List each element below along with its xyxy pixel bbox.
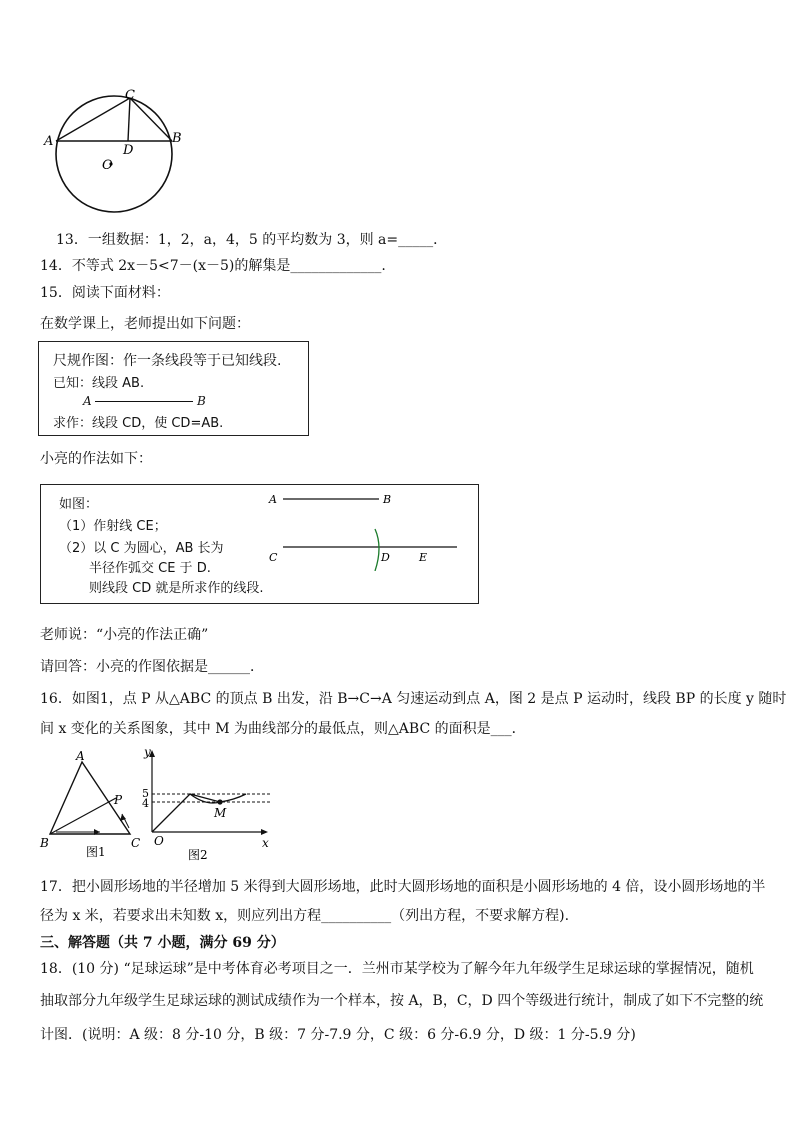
fig1-label-B: B — [40, 836, 49, 850]
fig2-caption: 图2 — [188, 848, 208, 862]
fig-label-C: C — [269, 551, 278, 564]
question-16-line-2: 间 x 变化的关系图象，其中 M 为曲线部分的最低点，则△ABC 的面积是___． — [40, 721, 526, 737]
box-known: 已知：线段 AB. — [53, 376, 145, 391]
label-B: B — [172, 131, 182, 146]
question-17-line-1: 17．把小圆形场地的半径增加 5 米得到大圆形场地，此时大圆形场地的面积是小圆形场地的 4 倍，设小圆形场地的半 — [40, 879, 766, 895]
fig2-label-5: 5 — [142, 787, 149, 800]
fig-label-E: E — [419, 551, 428, 564]
question-15-intro: 在数学课上，老师提出如下问题： — [40, 316, 250, 332]
label-A: A — [44, 134, 54, 149]
question-18-line-3: 计图．(说明：A 级：8 分-10 分，B 级：7 分-7.9 分，C 级：6 分-6.9 分，D 级：1 分-5.9 分) — [40, 1027, 636, 1043]
question-17-line-2: 径为 x 米，若要求出未知数 x，则应列出方程__________（列出方程，不要求解方程). — [40, 908, 570, 924]
label-O: O — [102, 158, 113, 173]
box-heading: 尺规作图：作一条线段等于已知线段. — [53, 353, 282, 369]
section-3-title: 三、解答题（共 7 小题，满分 69 分） — [40, 935, 285, 951]
method-line-5: 则线段 CD 就是所求作的线段. — [89, 581, 264, 596]
fig1-label-C: C — [131, 836, 141, 850]
fig1-caption: 图1 — [86, 845, 106, 859]
construction-figure — [261, 487, 476, 571]
fig2-label-x: x — [262, 836, 269, 850]
segment-ab — [95, 401, 193, 402]
method-box — [40, 484, 479, 604]
fig2-label-4: 4 — [142, 797, 149, 810]
question-13: 13．一组数据：1，2，a，4，5 的平均数为 3，则 a=_____． — [56, 232, 448, 248]
question-14: 14．不等式 2x－5<7－(x－5)的解集是_____________. — [40, 258, 386, 274]
box-ask: 求作：线段 CD，使 CD=AB. — [53, 416, 224, 431]
method-line-2: （1）作射线 CE； — [59, 519, 167, 534]
segment-label-b: B — [197, 394, 206, 408]
method-line-4: 半径作弧交 CE 于 D. — [89, 561, 211, 576]
question-18-line-2: 抽取部分九年级学生足球运球的测试成绩作为一个样本，按 A，B，C，D 四个等级进行统计，制成了如下不完整的统 — [40, 993, 764, 1009]
problem-box — [38, 341, 309, 436]
teacher-comment: 老师说：“小亮的作法正确” — [40, 627, 209, 643]
question-15-ask: 请回答：小亮的作图依据是______． — [40, 659, 264, 675]
label-C: C — [125, 88, 135, 103]
question-18-line-1: 18．(10 分) “足球运球”是中考体育必考项目之一．兰州市某学校为了解今年九年级学生足球运球的掌握情况，随机 — [40, 961, 754, 977]
circle-figure — [40, 86, 190, 216]
method-line-3: （2）以 C 为圆心，AB 长为 — [59, 541, 224, 556]
fig1-label-A: A — [76, 749, 85, 763]
method-line-1: 如图： — [59, 497, 99, 512]
segment-label-a: A — [83, 394, 92, 408]
fig2-label-O: O — [154, 834, 164, 848]
fig-label-B: B — [383, 493, 392, 506]
fig1-label-P: P — [114, 793, 123, 807]
fig-label-A: A — [269, 493, 277, 506]
question-16-line-1: 16．如图1，点 P 从△ABC 的顶点 B 出发，沿 B→C→A 匀速运动到点 A，图 2 是点 P 运动时，线段 BP 的长度 y 随时 — [40, 691, 787, 707]
fig2-label-M: M — [214, 806, 227, 820]
label-D: D — [123, 143, 134, 158]
fig-label-D: D — [381, 551, 390, 564]
q16-figures — [38, 748, 278, 866]
question-15-title: 15．阅读下面材料： — [40, 285, 170, 301]
method-intro: 小亮的作法如下： — [40, 451, 152, 467]
fig2-label-y: y — [144, 748, 151, 759]
